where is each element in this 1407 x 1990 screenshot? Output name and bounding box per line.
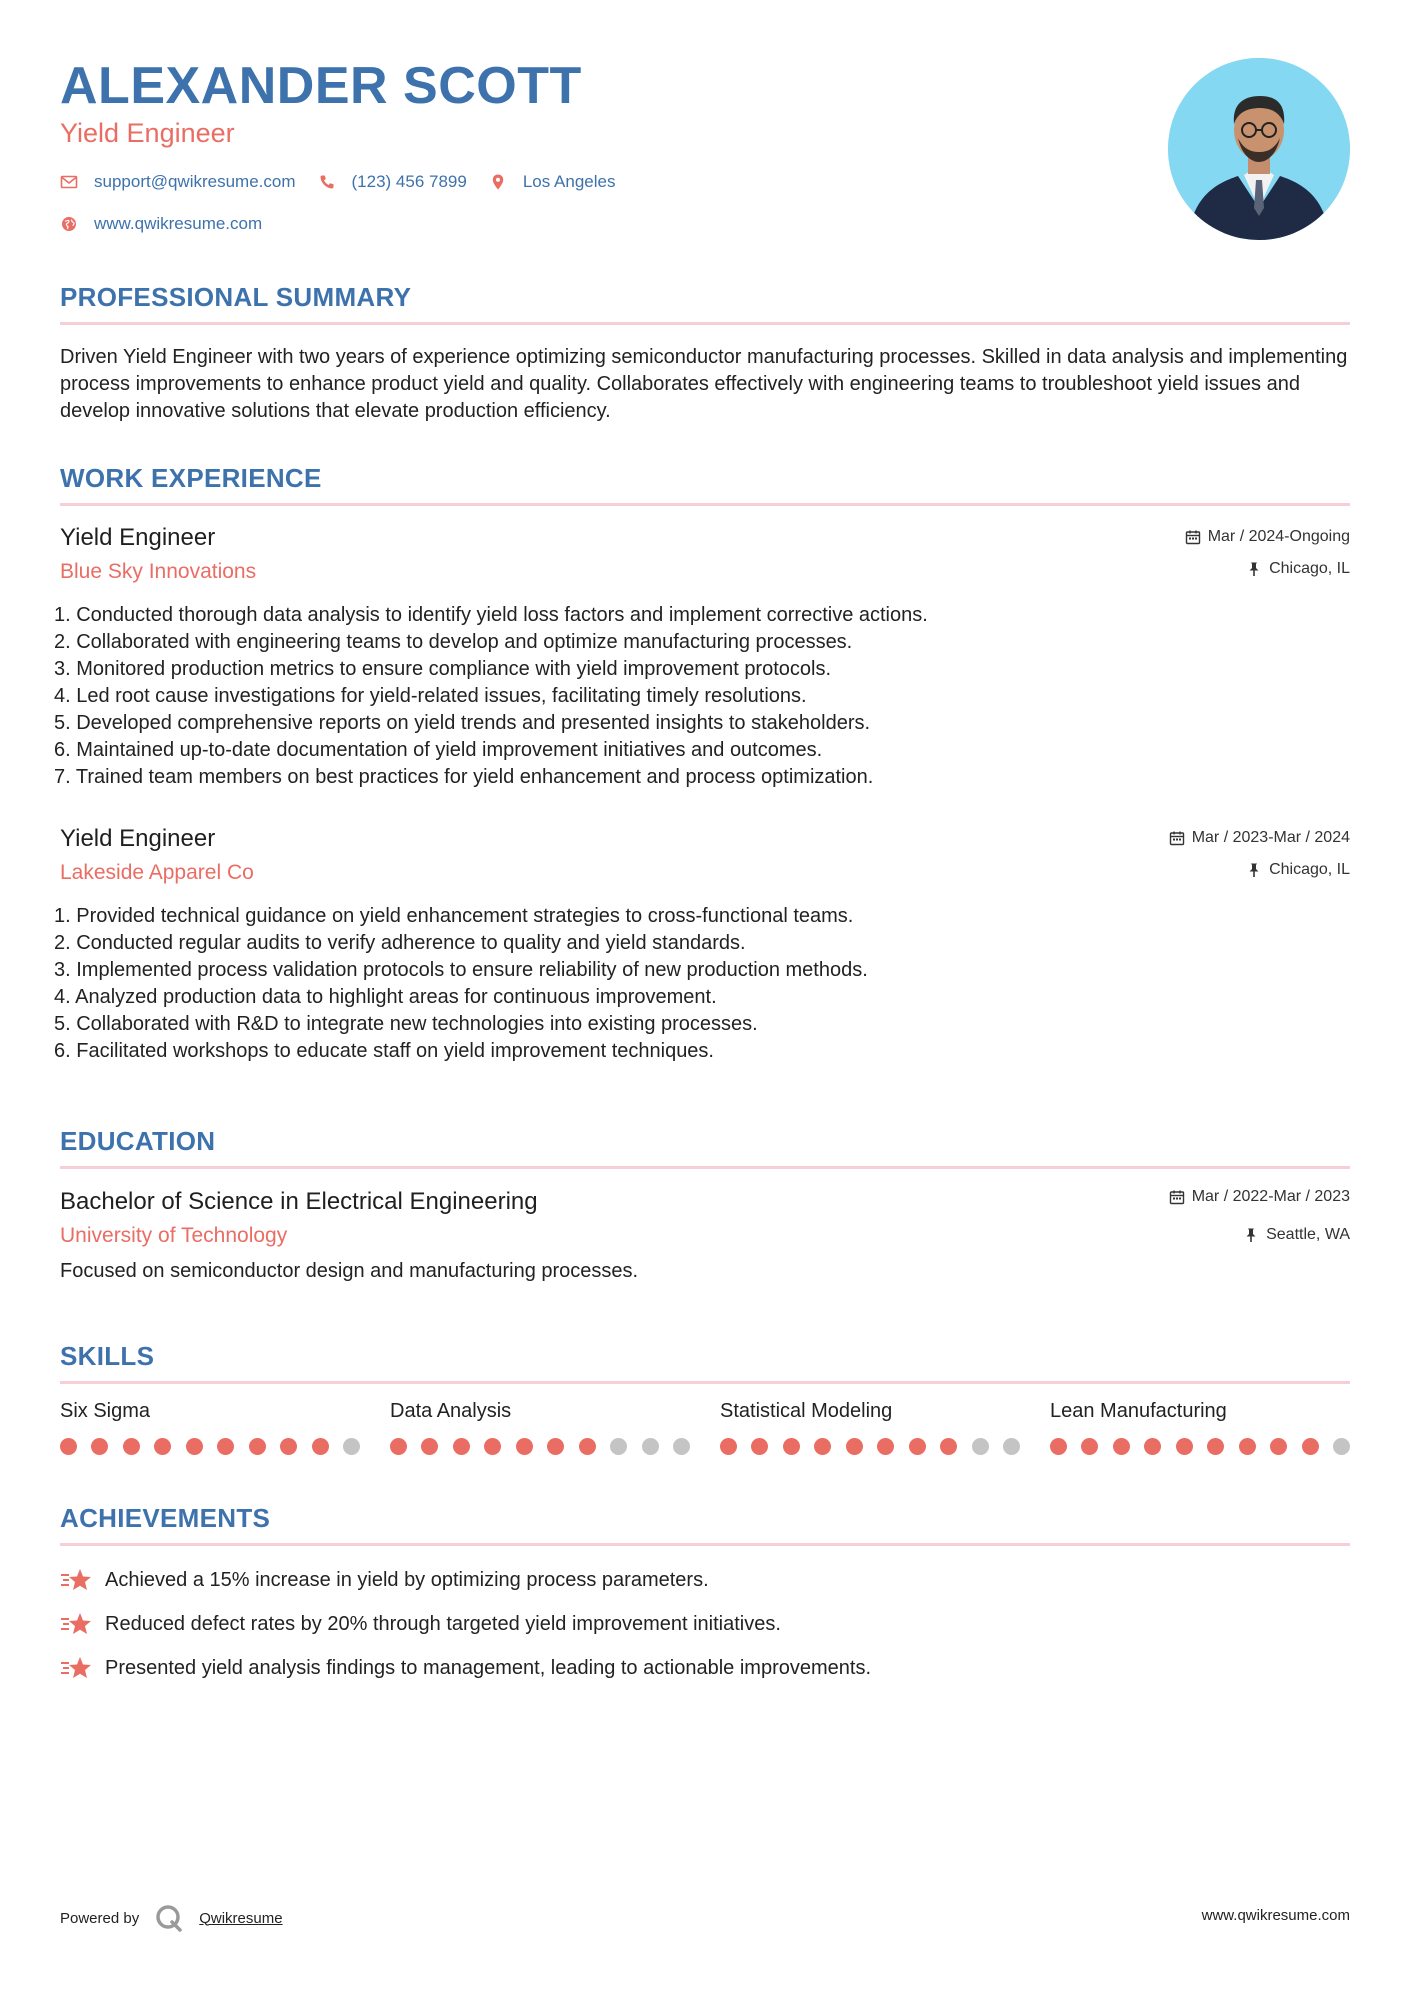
contact-email[interactable] [60,172,296,192]
job-bullets [54,602,928,791]
rating-dot-filled [1113,1438,1130,1455]
skill-name: Six Sigma [60,1400,151,1422]
rating-dot-filled [579,1438,596,1455]
rating-dot-filled [421,1438,438,1455]
website-text: www.qwikresume.com [94,214,263,233]
education-divider [60,1166,1350,1169]
job-title: Yield Engineer [60,524,216,551]
rating-dot-filled [312,1438,329,1455]
skill-rating [390,1438,690,1455]
skill-name: Lean Manufacturing [1050,1400,1227,1422]
rating-dot-filled [1144,1438,1161,1455]
job-bullet: 7. Trained team members on best practices for yield enhancement and process optimization. [54,766,874,788]
experience-divider [60,503,1350,506]
star-icon [60,1655,92,1681]
contact-row-primary [60,172,637,192]
rating-dot-filled [123,1438,140,1455]
rating-dot-filled [516,1438,533,1455]
rating-dot-filled [1207,1438,1224,1455]
rating-dot-filled [60,1438,77,1455]
skill-item [60,1400,360,1455]
job-bullet: 6. Maintained up-to-date documentation of yield improvement initiatives and outcomes. [54,739,823,761]
globe-icon [60,215,78,233]
rating-dot-filled [547,1438,564,1455]
education-location-text: Seattle, WA [1266,1226,1350,1243]
candidate-name: ALEXANDER SCOTT [60,57,582,115]
qwikresume-link[interactable]: Qwikresume [199,1909,283,1927]
contact-phone[interactable] [318,172,467,192]
rating-dot-filled [1270,1438,1287,1455]
achievement-text: Achieved a 15% increase in yield by optimizing process parameters. [105,1568,709,1591]
rating-dot-filled [453,1438,470,1455]
calendar-icon [1169,830,1185,846]
achievements-divider [60,1543,1350,1546]
rating-dot-empty [673,1438,690,1455]
rating-dot-filled [1081,1438,1098,1455]
rating-dot-filled [751,1438,768,1455]
job-location-text: Chicago, IL [1269,861,1350,878]
rating-dot-filled [1050,1438,1067,1455]
education-description: Focused on semiconductor design and manufacturing processes. [60,1260,639,1282]
rating-dot-empty [642,1438,659,1455]
rating-dot-empty [972,1438,989,1455]
rating-dot-filled [154,1438,171,1455]
rating-dot-filled [877,1438,894,1455]
email-text: support@qwikresume.com [94,172,296,191]
contact-website[interactable] [60,214,262,234]
job-bullet: 5. Developed comprehensive reports on yield trends and presented insights to stakeholders. [54,712,871,734]
pushpin-icon [1243,1227,1259,1243]
job-bullet: 4. Analyzed production data to highlight areas for continuous improvement. [54,986,717,1008]
resume-page [54,0,1350,1990]
job-date-text: Mar / 2023-Mar / 2024 [1191,829,1350,846]
job-title: Yield Engineer [60,825,216,852]
star-icon [60,1611,92,1637]
skill-item [1050,1400,1350,1455]
skills-list [60,1400,1350,1455]
phone-icon [318,173,336,191]
skill-rating [1050,1438,1350,1455]
job-company: Blue Sky Innovations [60,560,257,583]
rating-dot-filled [249,1438,266,1455]
contact-location [489,172,616,192]
achievement-text: Presented yield analysis findings to management, leading to actionable improvements. [105,1656,871,1679]
rating-dot-filled [1239,1438,1256,1455]
achievement-item [60,1611,781,1637]
education-heading: EDUCATION [60,1126,216,1156]
achievements-heading: ACHIEVEMENTS [60,1503,271,1533]
rating-dot-empty [610,1438,627,1455]
envelope-icon [60,173,78,191]
skill-rating [720,1438,1020,1455]
job-bullet: 4. Led root cause investigations for yield-related issues, facilitating timely resolutions. [54,685,807,707]
job-location [1246,560,1350,578]
rating-dot-filled [186,1438,203,1455]
candidate-role: Yield Engineer [60,118,235,148]
job-bullet: 5. Collaborated with R&D to integrate new technologies into existing processes. [54,1013,758,1035]
rating-dot-filled [940,1438,957,1455]
rating-dot-filled [783,1438,800,1455]
job-bullet: 3. Monitored production metrics to ensure compliance with yield improvement protocols. [54,658,832,680]
education-date [1169,1188,1350,1206]
achievement-text: Reduced defect rates by 20% through targeted yield improvement initiatives. [105,1612,781,1635]
rating-dot-filled [91,1438,108,1455]
job-bullet: 2. Collaborated with engineering teams to develop and optimize manufacturing processes. [54,631,853,653]
education-location [1243,1226,1350,1244]
pushpin-icon [1246,561,1262,577]
qwikresume-logo-icon [155,1904,183,1932]
job-location [1246,861,1350,879]
footer-website[interactable]: www.qwikresume.com [1201,1907,1350,1924]
rating-dot-empty [1003,1438,1020,1455]
rating-dot-filled [909,1438,926,1455]
job-bullet: 6. Facilitated workshops to educate staff on yield improvement techniques. [54,1040,714,1062]
job-location-text: Chicago, IL [1269,560,1350,577]
job-date [1169,829,1350,847]
rating-dot-empty [343,1438,360,1455]
job-bullet: 2. Conducted regular audits to verify adherence to quality and yield standards. [54,932,746,954]
rating-dot-filled [720,1438,737,1455]
job-date-text: Mar / 2024-Ongoing [1207,528,1350,545]
summary-heading: PROFESSIONAL SUMMARY [60,282,412,312]
phone-text: (123) 456 7899 [351,172,467,191]
skills-divider [60,1381,1350,1384]
job-bullet: 1. Conducted thorough data analysis to identify yield loss factors and implement corrective actions. [54,604,928,626]
rating-dot-filled [217,1438,234,1455]
skill-item [390,1400,690,1455]
job-bullet: 1. Provided technical guidance on yield enhancement strategies to cross-functional teams. [54,905,854,927]
skill-name: Data Analysis [390,1400,512,1422]
contact-row-secondary [60,214,284,234]
job-company: Lakeside Apparel Co [60,861,254,884]
rating-dot-filled [280,1438,297,1455]
calendar-icon [1169,1189,1185,1205]
skill-rating [60,1438,360,1455]
location-text: Los Angeles [522,172,616,191]
footer-branding [60,1904,283,1932]
experience-heading: WORK EXPERIENCE [60,463,322,493]
job-bullets [54,903,868,1065]
education-date-text: Mar / 2022-Mar / 2023 [1191,1188,1350,1205]
rating-dot-filled [814,1438,831,1455]
summary-text: Driven Yield Engineer with two years of experience optimizing semiconductor manufacturing processes. Skilled in data analysis and implementing process improvements to enhance product yield and quality. Collaborates effectively with engineering teams to troubleshoot yield issues and develop innovative solutions that elevate production efficiency. [60,346,1348,422]
degree-title: Bachelor of Science in Electrical Engineering [60,1188,538,1215]
calendar-icon [1185,529,1201,545]
skill-item [720,1400,1020,1455]
rating-dot-filled [484,1438,501,1455]
map-pin-icon [489,173,507,191]
profile-photo [1168,58,1350,240]
pushpin-icon [1246,862,1262,878]
summary-divider [60,322,1350,325]
skills-heading: SKILLS [60,1341,155,1371]
powered-by-label: Powered by [60,1909,140,1927]
rating-dot-filled [1176,1438,1193,1455]
skill-name: Statistical Modeling [720,1400,893,1422]
achievement-item [60,1567,709,1593]
star-icon [60,1567,92,1593]
rating-dot-filled [846,1438,863,1455]
rating-dot-filled [390,1438,407,1455]
job-bullet: 3. Implemented process validation protocols to ensure reliability of new production methods. [54,959,868,981]
job-date [1185,528,1350,546]
rating-dot-filled [1302,1438,1319,1455]
achievement-item [60,1655,871,1681]
rating-dot-empty [1333,1438,1350,1455]
school-name: University of Technology [60,1224,288,1247]
